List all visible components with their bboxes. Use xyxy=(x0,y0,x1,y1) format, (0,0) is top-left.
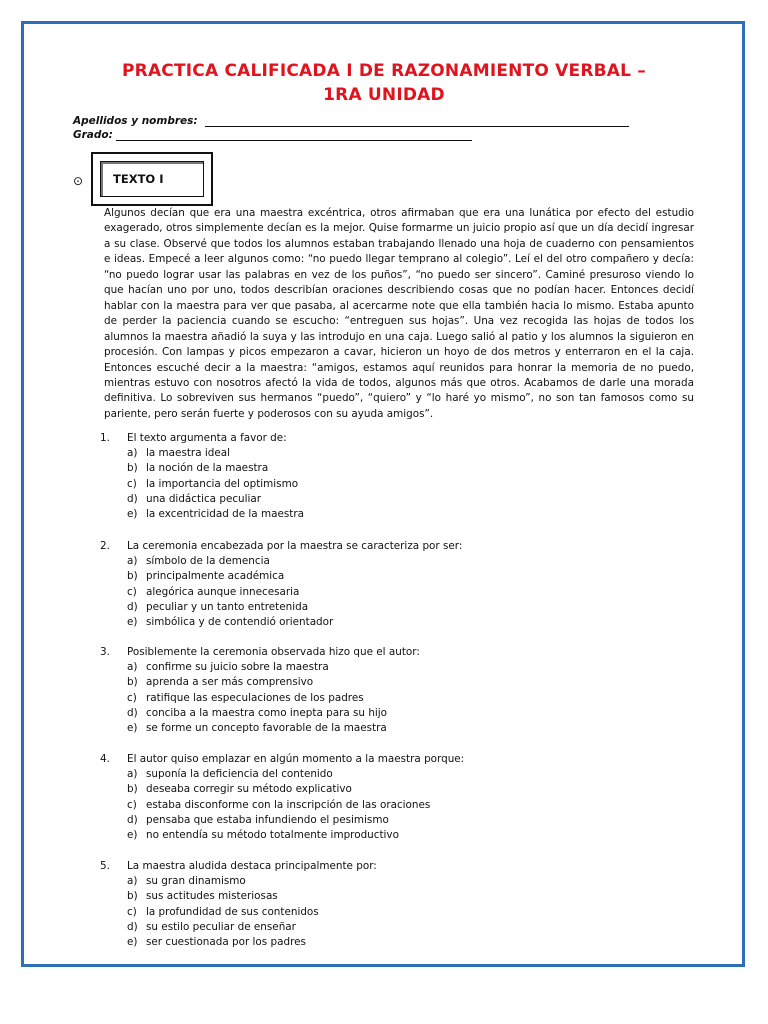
grade-blank-line[interactable] xyxy=(116,129,472,141)
option-b[interactable]: b) aprenda a ser más comprensivo xyxy=(127,676,314,689)
option-d[interactable]: d) pensaba que estaba infundiendo el pesimismo xyxy=(127,813,389,826)
name-field-row xyxy=(73,115,629,127)
text-section-label: TEXTO I xyxy=(100,161,204,197)
document-title-line1: PRACTICA CALIFICADA I DE RAZONAMIENTO VERBAL – xyxy=(122,61,646,81)
option-c[interactable]: c) estaba disconforme con la inscripción de las oraciones xyxy=(127,798,431,811)
option-e[interactable]: e) la excentricidad de la maestra xyxy=(127,508,304,521)
question-number: 5. xyxy=(100,860,110,872)
option-e[interactable]: e) no entendía su método totalmente improductivo xyxy=(127,829,399,842)
question-number: 1. xyxy=(100,432,110,444)
name-blank-line[interactable] xyxy=(205,115,629,127)
option-a[interactable]: a) su gran dinamismo xyxy=(127,875,246,887)
option-b[interactable]: b) deseaba corregir su método explicativo xyxy=(127,783,352,796)
circle-dot-bullet-icon: ⊙ xyxy=(73,174,84,188)
question-stem: El autor quiso emplazar en algún momento a la maestra porque: xyxy=(127,753,465,765)
option-c[interactable]: c) alegórica aunque innecesaria xyxy=(127,585,300,598)
option-c[interactable]: c) ratifique las especulaciones de los padres xyxy=(127,691,364,704)
option-a[interactable]: a) suponía la deficiencia del contenido xyxy=(127,768,333,780)
option-a[interactable]: a) símbolo de la demencia xyxy=(127,555,270,567)
option-d[interactable]: d) conciba a la maestra como inepta para su hijo xyxy=(127,706,388,719)
option-d[interactable]: d) su estilo peculiar de enseñar xyxy=(127,920,296,933)
options-list xyxy=(127,447,304,523)
option-c[interactable]: c) la importancia del optimismo xyxy=(127,477,299,490)
question-stem: La ceremonia encabezada por la maestra se caracteriza por ser: xyxy=(127,540,463,552)
option-e[interactable]: e) se forme un concepto favorable de la maestra xyxy=(127,722,387,735)
options-list xyxy=(127,661,387,737)
text-section-box xyxy=(91,152,213,206)
option-a[interactable]: a) confirme su juicio sobre la maestra xyxy=(127,661,329,673)
options-list xyxy=(127,555,333,631)
option-d[interactable]: d) peculiar y un tanto entretenida xyxy=(127,600,309,613)
question-number: 2. xyxy=(100,540,110,552)
grade-label: Grado: xyxy=(73,129,113,141)
option-a[interactable]: a) la maestra ideal xyxy=(127,447,230,459)
reading-passage: Algunos decían que era una maestra excéntrica, otros afirmaban que era una lunática por efecto del estudio exagerado, otros simplemente decían es la mejor. Quise formarme un juicio propio así que un día decidí ingresar a su clase. Observé que todos los alumnos estaban trabajando llenado una hoja de cuaderno con pensamientos e ideas. Empecé a leer algunos como: “no puedo llegar temprano al colegio”. Leí el del otro compañero y decía: “no puedo lograr usar las palabras en vez de los puños”, “no puedo ser sincero”. Caminé presuroso viendo lo que hacían uno por uno, todos describían oraciones describiendo cosas que no podían hacer. Entonces decidí hablar con la maestra para ver que pasaba, al acercarme note que ella también hacia lo mismo. Estaba apunto de perder la paciencia cuando se escucho: “entreguen sus hojas”. Una vez recogida las hojas de todos los alumnos la maestra añadió la suya y las introdujo en una caja. Luego salió al patio y los alumnos la siguieron en procesión. Con lampas y picos empezaron a cavar, hicieron un hoyo de dos metros y enterraron en el la caja. Entonces escuché decir a la maestra: “amigos, estamos aquí reunidos para honrar la memoria de no puedo, mientras estuvo con nosotros afectó la vida de todos, algunos más que otros. Acabamos de darle una morada definitiva. Lo sobreviven sus hermanos “puedo”, “quiero” y “lo haré yo mismo”, no son tan famosos como su pariente, pero serán fuerte y poderosos con su ayuda amigos”. xyxy=(104,207,694,420)
option-d[interactable]: d) una didáctica peculiar xyxy=(127,492,262,505)
option-c[interactable]: c) la profundidad de sus contenidos xyxy=(127,905,319,918)
document-title-line2: 1RA UNIDAD xyxy=(323,85,445,105)
name-label: Apellidos y nombres: xyxy=(73,115,198,127)
question-stem: Posiblemente la ceremonia observada hizo que el autor: xyxy=(127,646,420,658)
options-list xyxy=(127,768,430,844)
question-number: 4. xyxy=(100,753,110,765)
question-number: 3. xyxy=(100,646,110,658)
grade-field-row xyxy=(73,129,472,141)
option-e[interactable]: e) ser cuestionada por los padres xyxy=(127,936,306,949)
option-b[interactable]: b) la noción de la maestra xyxy=(127,462,269,475)
option-b[interactable]: b) principalmente académica xyxy=(127,570,285,583)
question-stem: El texto argumenta a favor de: xyxy=(127,432,287,444)
option-e[interactable]: e) simbólica y de contendió orientador xyxy=(127,616,334,629)
option-b[interactable]: b) sus actitudes misteriosas xyxy=(127,890,278,903)
question-stem: La maestra aludida destaca principalmente por: xyxy=(127,860,377,872)
options-list xyxy=(127,875,319,951)
